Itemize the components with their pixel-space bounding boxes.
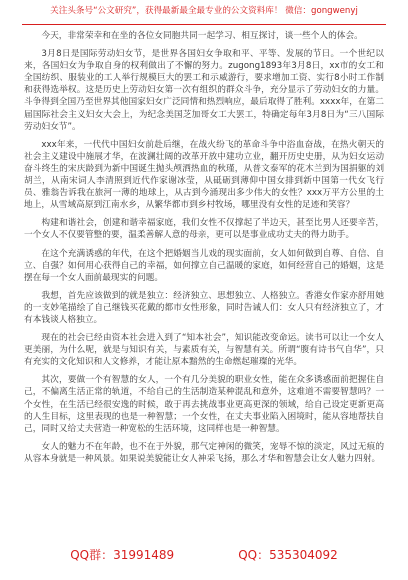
paragraph-knowledge: 现在的社会已经由资本社会进入到了“知本社会”，知识能改变命运。读书可以让一个女人更美丽，为什么呢，就是与知识有关，与素质有关，与智慧有关。所谓“腹有诗书气自华”，只有充实的文化知识和人文修养，才能让原本黯然的生命燃起璀璨的光华。 <box>24 333 384 368</box>
paragraph-opening: 今天，非常荣幸和在坐的各位女同胞共同一起学习、相互探讨，谈一些个人的体会。 <box>41 31 363 41</box>
paragraph-temptation: 在这个充满诱惑的年代，在这个把婚姻当儿戏的现实面前，女人如何做到自尊、自信、自立、自强？如何用心获得自己的幸福，如何撑立自己温暖的家庭，如何经营自己的婚姻，这是摆在每一个女人面前最现实的问题。 <box>24 248 384 283</box>
paragraph-charm: 女人的魅力不在年龄，也不在于外貌，那气定神闲的微笑，宠辱不惊的淡定，风过无痕的从容本身就是一种风景。如果说美貌能让女人神采飞扬，那么才华和智慧会让女人魅力四射。 <box>24 441 384 464</box>
paragraph-harmony: 构建和谐社会，创建和谐幸福家庭，我们女性不仅撑起了半边天，甚至比男人还要辛苦，一个女人不仅要管整的要，温柔善解人意的母亲，更可以是事业成功丈夫的得力助手。 <box>24 218 384 241</box>
paragraph-history: 3月8日是国际劳动妇女节，是世界各国妇女争取和平、平等、发展的节日。一个世纪以来，各国妇女为争取自身的权利做出了不懈的努力。zugong1893年3月8日，xx市的女工和全国纺织、服装业的工人举行规模巨大的罢工和示威游行，要求增加工资、实行8小时工作制和获得选举权。这是历史上劳动妇女第一次有组织的群众斗争，充分显示了劳动妇女的力量。斗争得到全国乃至世界其他国家妇女广泛同情和热烈响应，最后取得了胜利。xxxx年，在第二届国际社会主义妇女大会上，为纪念美国芝加哥女工大罢工，特确定每年3月8日为“三八国际劳动妇女节”。 <box>24 49 384 132</box>
article-body <box>24 30 384 471</box>
footer-contact <box>0 548 408 562</box>
banner-divider <box>22 24 386 25</box>
paragraph-wisdom: 其次，要做一个有智慧的女人，一个有几分美貌的职业女性，能在众多诱惑面前把握住自己，不偏离生活正常的轨道，不给自己的生活制造某种混乱和意外，这难道不需要智慧吗？一个女性，在生活已经很安逸的时候，敢于再去挑战事业更高更深的领域，给自己设定更新更高的人生目标，这里表现的也是一种智慧；一个女性，在丈夫事业陷入困境时，能从容地帮扶自己，同时又给丈夫营造一种宽松的生活环境，这同样也是一种智慧。 <box>24 375 384 434</box>
qq-number: QQ：535304092 <box>238 548 338 562</box>
top-banner: 关注头条号“公文研究”，获得最新最全最专业的公文资料库！ 微信：gongwenyj <box>50 6 358 16</box>
paragraph-chinese-women: xxx年来，一代代中国妇女前赴后继，在战火纷飞的革命斗争中浴血奋战，在热火朝天的社会主义建设中施展才华，在波澜壮阔的改革开放中建功立业，翻开历史史册，从为妇女运动奋斗终生的宋庆龄到为新中国诞生抛头颅洒热血的秋瑾，从普文泰军的花木兰到为国捐躯的刘胡兰，从南宋词人李清照到近代作家谢冰莹，从砥砺到薄仰中国女排到新中国第一代女飞行员、雅翁告诉我在旅河一薄的地球上，从古到今涌现出多少伟大的女性？xxx万平方公里的土地上，从雪域高原到江南水乡，从繁华都市到乡村牧场，哪里没有女性的足迹和笑容？ <box>24 139 384 211</box>
qq-group-number: QQ群：31991489 <box>70 548 175 562</box>
paragraph-independence: 我想，首先应该做到的就是独立：经济独立、思想独立、人格独立。香港女作家亦舒用她的一支妙笔描绘了自己继钱买花戴的都市女性形象，同时告诫人们：女人只有经济独立了，才有本钱谈人格独立。 <box>24 290 384 325</box>
